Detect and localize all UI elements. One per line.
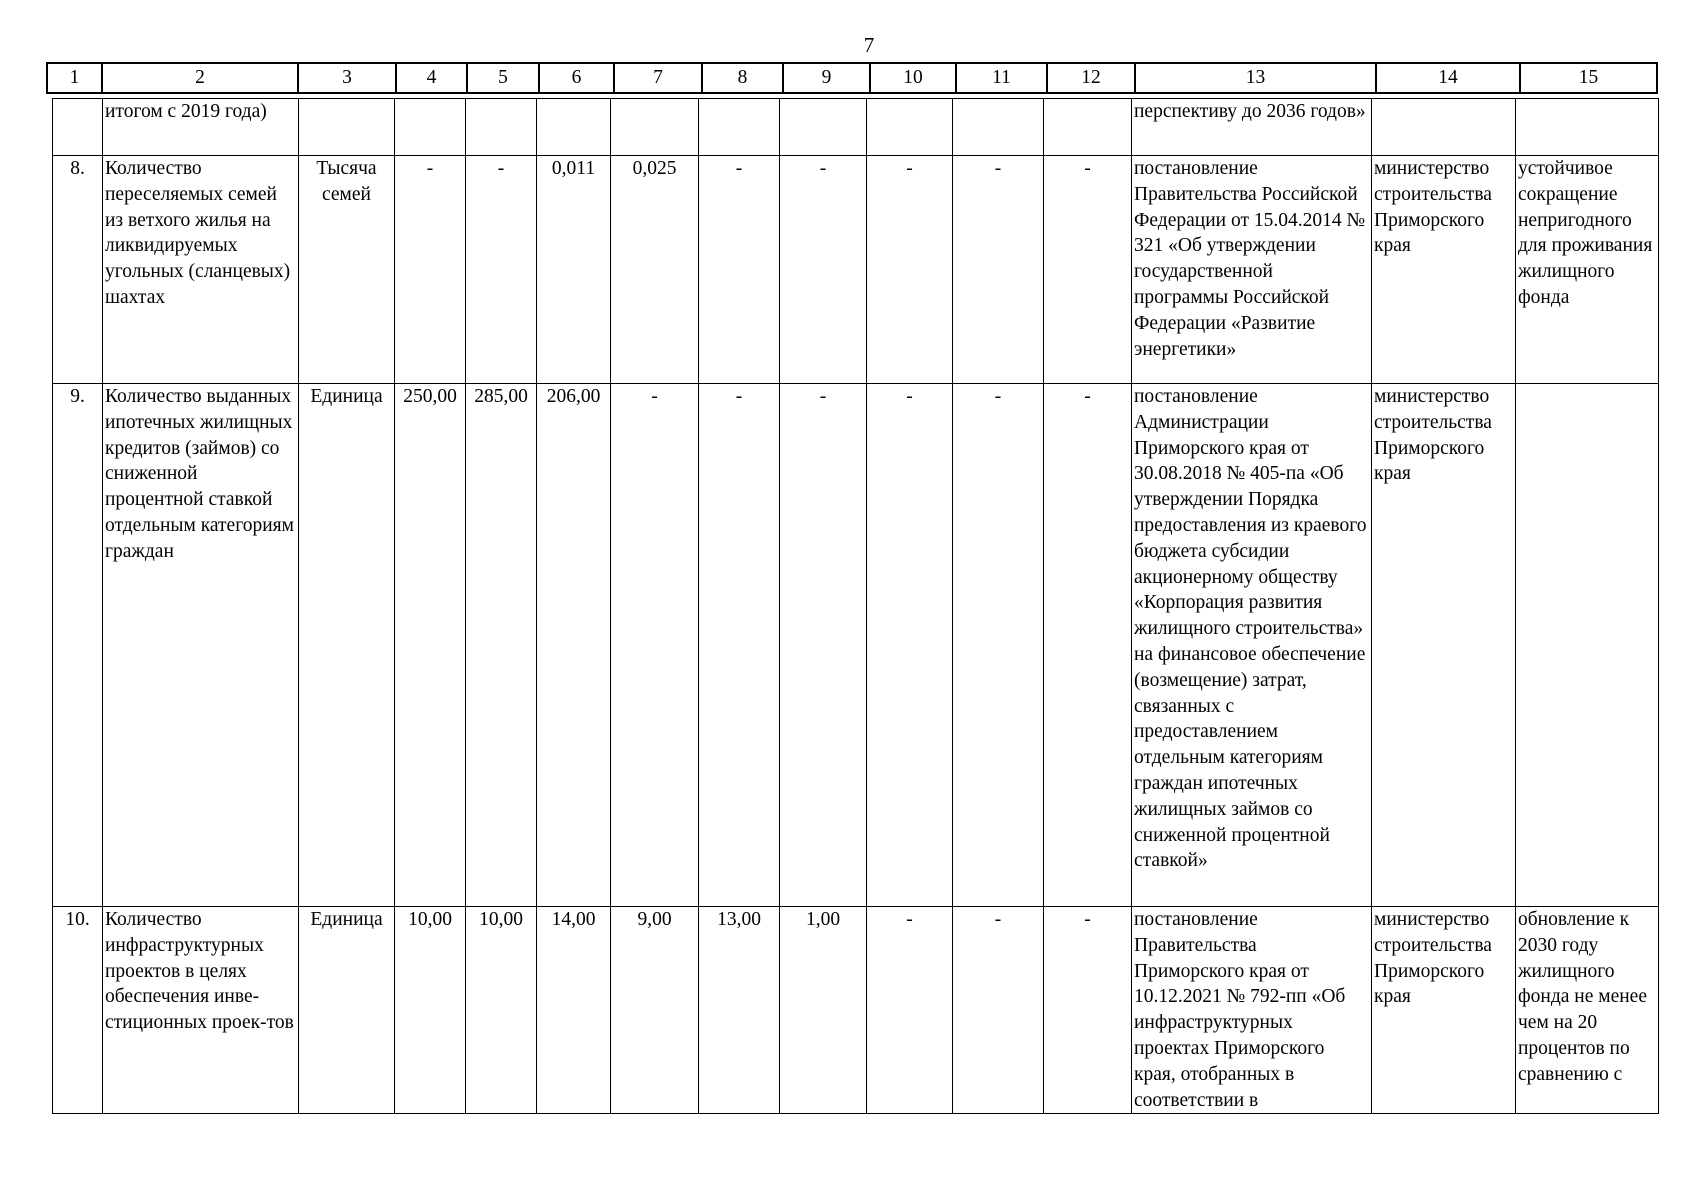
- responsible-body: министерство строительства Приморского края: [1372, 384, 1516, 907]
- column-header: 6: [539, 63, 614, 93]
- goal: [1516, 99, 1659, 156]
- unit: [299, 99, 395, 156]
- column-header: 8: [702, 63, 783, 93]
- row-number: [53, 99, 103, 156]
- value-cell: -: [699, 156, 780, 384]
- value-cell: 250,00: [395, 384, 466, 907]
- value-cell: -: [611, 384, 699, 907]
- unit: Тысяча семей: [299, 156, 395, 384]
- value-cell: [611, 99, 699, 156]
- responsible-body: министерство строительства Приморского края: [1372, 156, 1516, 384]
- value-cell: 10,00: [466, 907, 537, 1114]
- value-cell: [537, 99, 611, 156]
- value-cell: 10,00: [395, 907, 466, 1114]
- row-number: 10.: [53, 907, 103, 1114]
- row-number: 8.: [53, 156, 103, 384]
- column-header: 4: [396, 63, 467, 93]
- unit: Единица: [299, 907, 395, 1114]
- value-cell: -: [780, 384, 867, 907]
- column-header: 5: [467, 63, 539, 93]
- indicator-name: Количество выданных ипотечных жилищных кредитов (займов) со сниженной процентной ставкой отдельным категориям граждан: [103, 384, 299, 907]
- indicator-name: итогом с 2019 года): [103, 99, 299, 156]
- table-row: [53, 156, 1659, 384]
- column-header: 14: [1376, 63, 1520, 93]
- header-row: [47, 63, 1657, 93]
- value-cell: -: [1044, 384, 1132, 907]
- goal: устойчивое сокращение непригодного для проживания жилищного фонда: [1516, 156, 1659, 384]
- value-cell: -: [699, 384, 780, 907]
- value-cell: [780, 99, 867, 156]
- value-cell: -: [953, 156, 1044, 384]
- value-cell: [466, 99, 537, 156]
- responsible-body: министерство строительства Приморского края: [1372, 907, 1516, 1114]
- legal-document: постановление Администрации Приморского края от 30.08.2018 № 405-па «Об утверждении Порядка предоставления из краевого бюджета субсидии акционерному обществу «Корпорация развития жилищного строительства» на финансовое обеспечение (возмещение) затрат, связанных с предоставлением отдельным категориям граждан ипотечных жилищных займов со сниженной процентной ставкой»: [1132, 384, 1372, 907]
- table-row: [53, 99, 1659, 156]
- legal-document: перспективу до 2036 годов»: [1132, 99, 1372, 156]
- page-number: 7: [863, 33, 875, 57]
- column-header: 15: [1520, 63, 1657, 93]
- value-cell: [867, 99, 953, 156]
- responsible-body: [1372, 99, 1516, 156]
- value-cell: 285,00: [466, 384, 537, 907]
- value-cell: -: [867, 384, 953, 907]
- column-header: 2: [102, 63, 298, 93]
- column-header: 13: [1135, 63, 1376, 93]
- value-cell: 1,00: [780, 907, 867, 1114]
- indicators-table: [52, 98, 1659, 1114]
- column-header: 9: [783, 63, 870, 93]
- column-header: 11: [956, 63, 1047, 93]
- value-cell: -: [1044, 907, 1132, 1114]
- column-header: 12: [1047, 63, 1135, 93]
- value-cell: -: [867, 156, 953, 384]
- value-cell: 9,00: [611, 907, 699, 1114]
- indicator-name: Количество инфраструктурных проектов в целях обеспечения инве-стиционных проек-тов: [103, 907, 299, 1114]
- goal: обновление к 2030 году жилищного фонда не менее чем на 20 процентов по сравнению с: [1516, 907, 1659, 1114]
- unit: Единица: [299, 384, 395, 907]
- value-cell: 0,011: [537, 156, 611, 384]
- column-number-header: [46, 62, 1658, 94]
- value-cell: 14,00: [537, 907, 611, 1114]
- value-cell: [699, 99, 780, 156]
- value-cell: -: [867, 907, 953, 1114]
- row-number: 9.: [53, 384, 103, 907]
- value-cell: [1044, 99, 1132, 156]
- value-cell: -: [953, 384, 1044, 907]
- indicator-name: Количество переселяемых семей из ветхого жилья на ликвидируемых угольных (сланцевых) шахтах: [103, 156, 299, 384]
- value-cell: 13,00: [699, 907, 780, 1114]
- column-header: 10: [870, 63, 956, 93]
- value-cell: -: [780, 156, 867, 384]
- value-cell: 0,025: [611, 156, 699, 384]
- column-header: 3: [298, 63, 396, 93]
- value-cell: -: [1044, 156, 1132, 384]
- legal-document: постановление Правительства Приморского края от 10.12.2021 № 792-пп «Об инфраструктурных проектах Приморского края, отобранных в соответствии в: [1132, 907, 1372, 1114]
- column-header: 7: [614, 63, 702, 93]
- table-row: [53, 907, 1659, 1114]
- value-cell: 206,00: [537, 384, 611, 907]
- table-row: [53, 384, 1659, 907]
- value-cell: -: [953, 907, 1044, 1114]
- goal: [1516, 384, 1659, 907]
- value-cell: -: [395, 156, 466, 384]
- value-cell: -: [466, 156, 537, 384]
- legal-document: постановление Правительства Российской Федерации от 15.04.2014 № 321 «Об утверждении государственной программы Российской Федерации «Развитие энергетики»: [1132, 156, 1372, 384]
- value-cell: [953, 99, 1044, 156]
- value-cell: [395, 99, 466, 156]
- column-header: 1: [47, 63, 102, 93]
